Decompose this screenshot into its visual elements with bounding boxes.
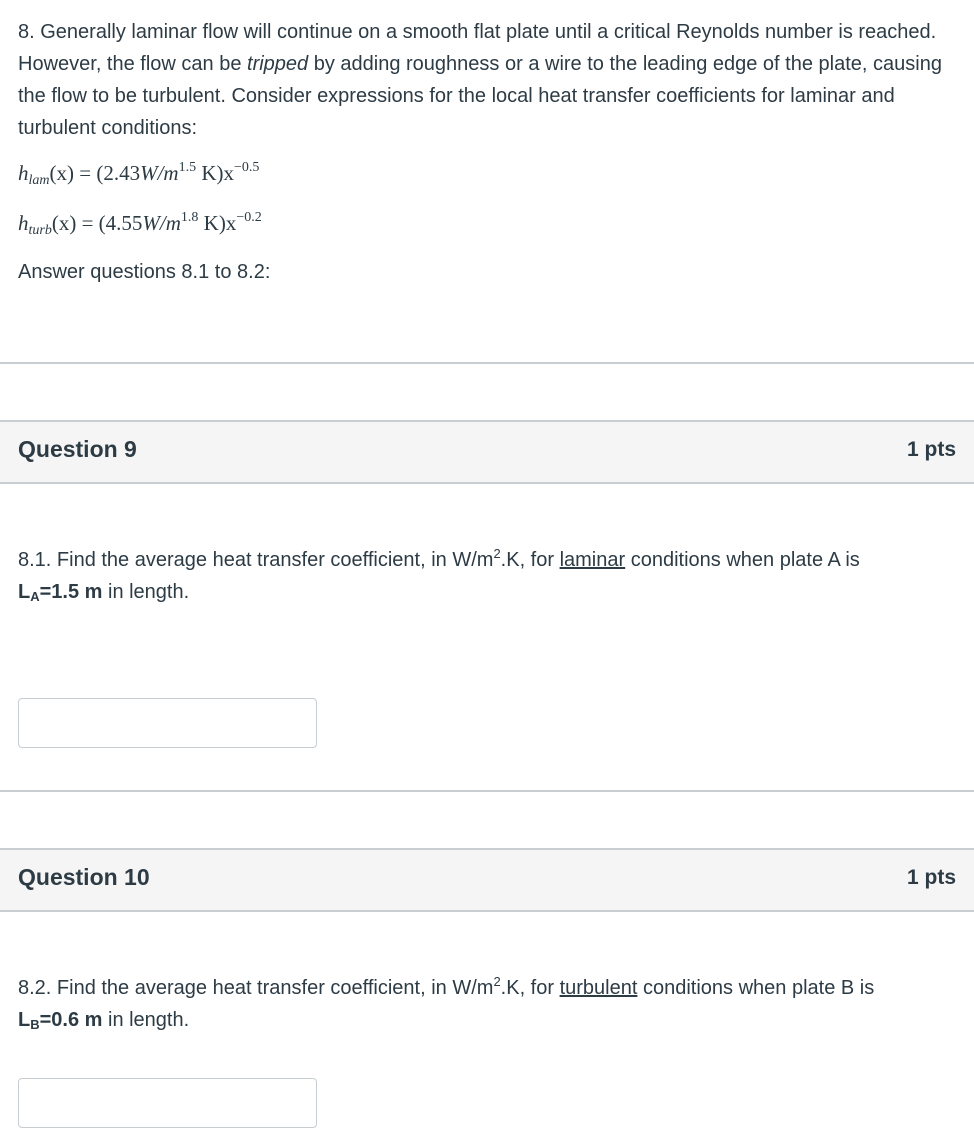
intro-emphasis: tripped <box>247 53 309 75</box>
eq-lam-k: K)x <box>196 161 234 185</box>
equation-turbulent <box>18 210 262 239</box>
q10-len-val: =0.6 m <box>39 1009 103 1031</box>
eq-lam-lhs: (x) = (2.43 <box>49 161 141 185</box>
eq-turb-exp-x: −0.2 <box>236 210 262 225</box>
question-9-header <box>0 420 974 484</box>
q10-len-rest: in length. <box>102 1009 190 1031</box>
question-9-answer-input[interactable] <box>18 698 317 748</box>
eq-lam-sub: lam <box>28 173 50 188</box>
q9-text-b: .K, for <box>500 549 560 571</box>
divider <box>0 362 974 364</box>
q10-text-b: .K, for <box>500 977 560 999</box>
q9-len-sub: A <box>30 589 40 604</box>
intro-text-2: by adding roughness or a wire to the leading edge of the plate, causing the flow to be turbulent. Consider expressions for the local heat transfer coefficients for laminar and turbulent conditions: <box>18 53 942 139</box>
divider <box>0 790 974 792</box>
equation-laminar <box>18 160 259 189</box>
question-10-header <box>0 848 974 912</box>
eq-lam-h: h <box>18 161 29 185</box>
eq-turb-unit: W/m <box>142 211 181 235</box>
q10-text-a: 8.2. Find the average heat transfer coefficient, in W/m <box>18 977 494 999</box>
question-8-intro <box>18 16 953 144</box>
q9-underlined: laminar <box>559 549 626 571</box>
intro-text-1: 8. Generally laminar flow will continue on a smooth flat plate until a critical Reynolds number is reached. However, the flow can be <box>18 21 937 75</box>
eq-turb-h: h <box>18 211 29 235</box>
answer-instructions: Answer questions 8.1 to 8.2: <box>18 261 271 283</box>
eq-turb-sub: turb <box>28 223 52 238</box>
eq-lam-exp-unit: 1.5 <box>178 160 197 175</box>
q10-text-c: conditions when plate B is <box>637 977 875 999</box>
eq-turb-k: K)x <box>198 211 237 235</box>
q9-len-l: L <box>18 581 31 603</box>
q9-text-a: 8.1. Find the average heat transfer coefficient, in W/m <box>18 549 494 571</box>
intro-paragraph <box>18 16 953 144</box>
q9-sup: 2 <box>493 546 501 561</box>
question-10-points: 1 pts <box>906 866 956 889</box>
q9-len-rest: in length. <box>102 581 190 603</box>
eq-lam-unit: W/m <box>140 161 179 185</box>
q10-len-l: L <box>18 1009 31 1031</box>
question-10-answer-input[interactable] <box>18 1078 317 1128</box>
eq-turb-lhs: (x) = (4.55 <box>51 211 143 235</box>
question-9-points: 1 pts <box>906 438 956 461</box>
q10-len-sub: B <box>30 1017 40 1032</box>
question-10-text <box>18 966 953 1041</box>
question-10-title: Question 10 <box>18 864 150 890</box>
q9-len-val: =1.5 m <box>39 581 103 603</box>
q10-sup: 2 <box>493 974 501 989</box>
q9-text-c: conditions when plate A is <box>625 549 860 571</box>
question-9-text <box>18 538 953 613</box>
question-9-title: Question 9 <box>18 436 137 462</box>
eq-turb-exp-unit: 1.8 <box>180 210 199 225</box>
q10-underlined: turbulent <box>559 977 638 999</box>
eq-lam-exp-x: −0.5 <box>234 160 260 175</box>
